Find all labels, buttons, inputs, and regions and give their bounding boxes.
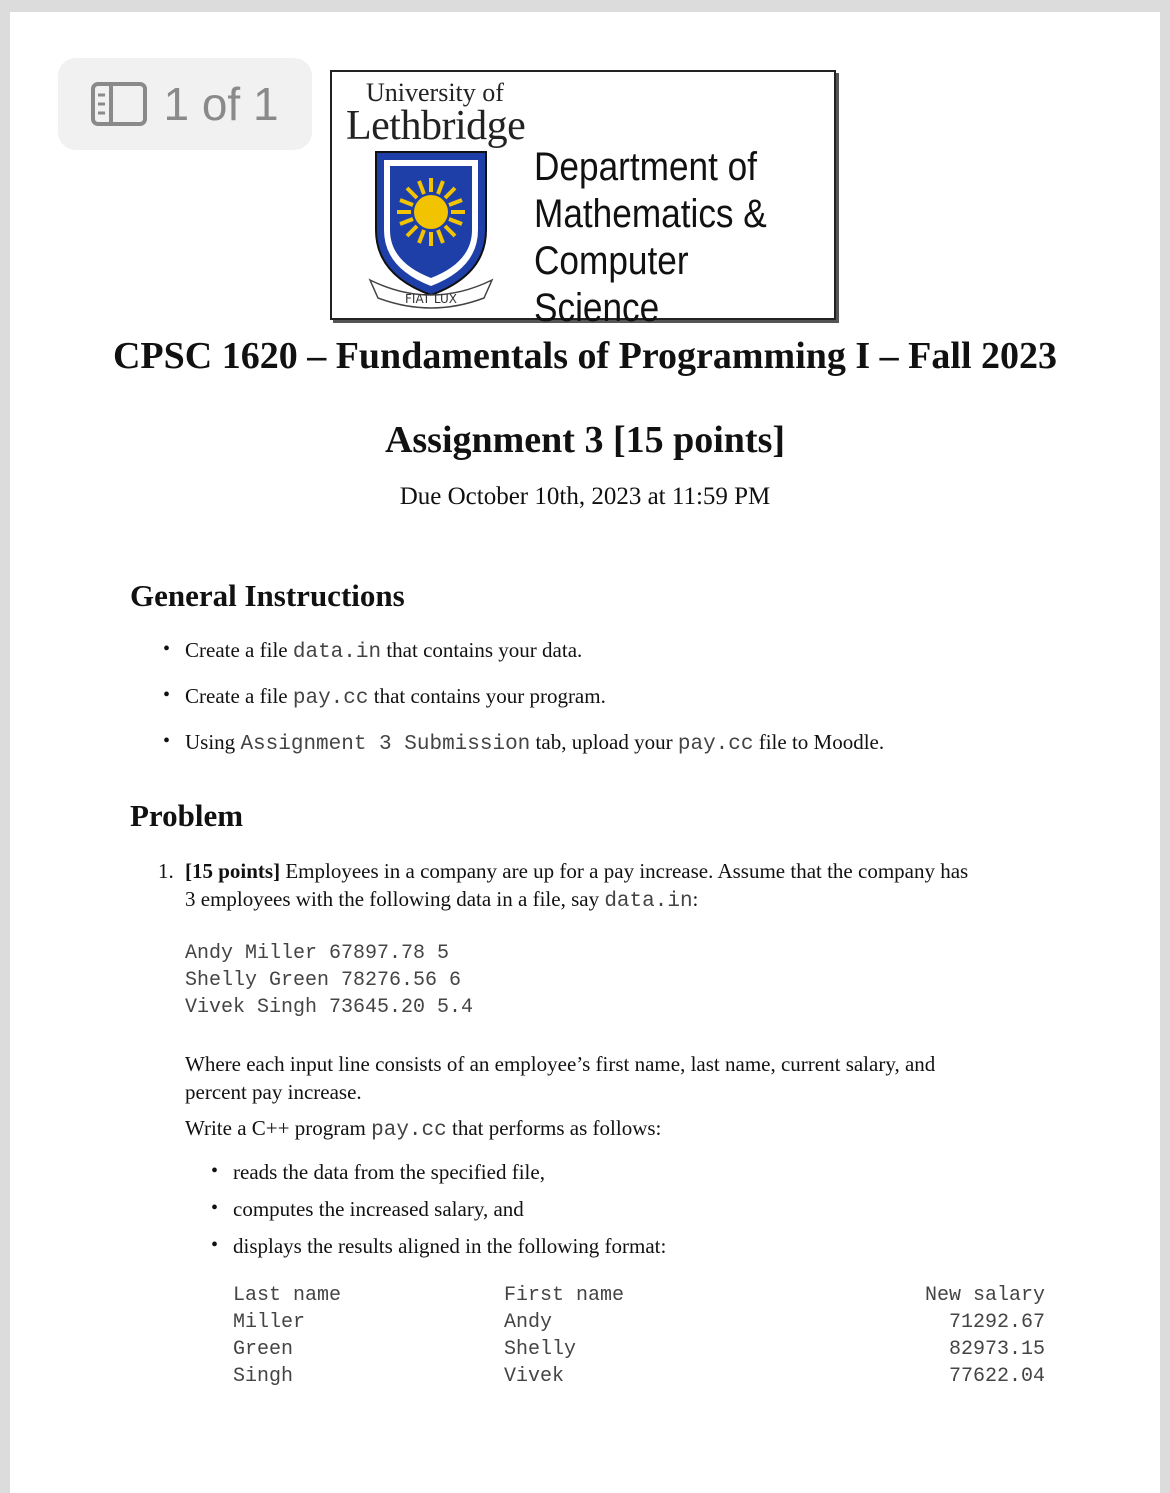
input-data-block: [185, 940, 473, 1021]
bullet-icon: •: [163, 730, 171, 752]
problem-intro: [15 points] Employees in a company are up for a pay increase. Assume that the company has 3 employees with the following data in a file, say data.in:: [185, 859, 969, 913]
column-header: New salary: [924, 1284, 1045, 1307]
due-date: Due October 10th, 2023 at 11:59 PM: [399, 483, 771, 510]
table-row: Green Shelly 82973.15: [233, 1338, 1045, 1361]
department-line: Department of: [534, 145, 758, 189]
bullet-icon: •: [211, 1234, 219, 1256]
data-line: Vivek Singh 73645.20 5.4: [185, 996, 474, 1019]
data-line: Andy Miller 67897.78 5: [185, 942, 450, 965]
crest-icon: [366, 150, 496, 310]
table-row: Singh Vivek 77622.04: [233, 1365, 1045, 1388]
general-instructions-heading: General Instructions: [130, 578, 405, 613]
table-row: Miller Andy 71292.67: [233, 1311, 1045, 1334]
department-line: Computer Science: [534, 239, 689, 330]
program-description: Write a C++ program pay.cc that performs as follows:: [185, 1116, 662, 1142]
university-name: Lethbridge: [346, 103, 526, 149]
problem-number: 1.: [158, 859, 174, 883]
column-header: First name: [504, 1284, 625, 1307]
page-indicator[interactable]: [58, 58, 312, 150]
output-format-table: [233, 1282, 1045, 1390]
department-line: Mathematics &: [534, 192, 767, 236]
university-of-text: University of: [366, 78, 504, 107]
department-name: [534, 144, 798, 332]
problem-points: [15 points]: [185, 859, 281, 883]
bullet-icon: •: [211, 1160, 219, 1182]
data-line: Shelly Green 78276.56 6: [185, 969, 462, 992]
sidebar-icon: [91, 82, 147, 126]
input-description: Where each input line consists of an employee’s first name, last name, current salary, and percent pay increase.: [185, 1052, 936, 1104]
bullet-icon: •: [211, 1197, 219, 1219]
page-indicator-label: 1 of 1: [163, 78, 279, 130]
university-logo: [330, 70, 836, 330]
problem-heading: Problem: [130, 798, 244, 833]
assignment-title: Assignment 3 [15 points]: [384, 419, 786, 461]
crest-motto: FIAT LUX: [405, 292, 457, 306]
column-header: Last name: [233, 1284, 342, 1307]
bullet-icon: •: [163, 684, 171, 706]
course-title: CPSC 1620 – Fundamentals of Programming I – Fall 2023: [112, 335, 1058, 377]
bullet-icon: •: [163, 638, 171, 660]
table-header-row: [233, 1282, 1045, 1309]
